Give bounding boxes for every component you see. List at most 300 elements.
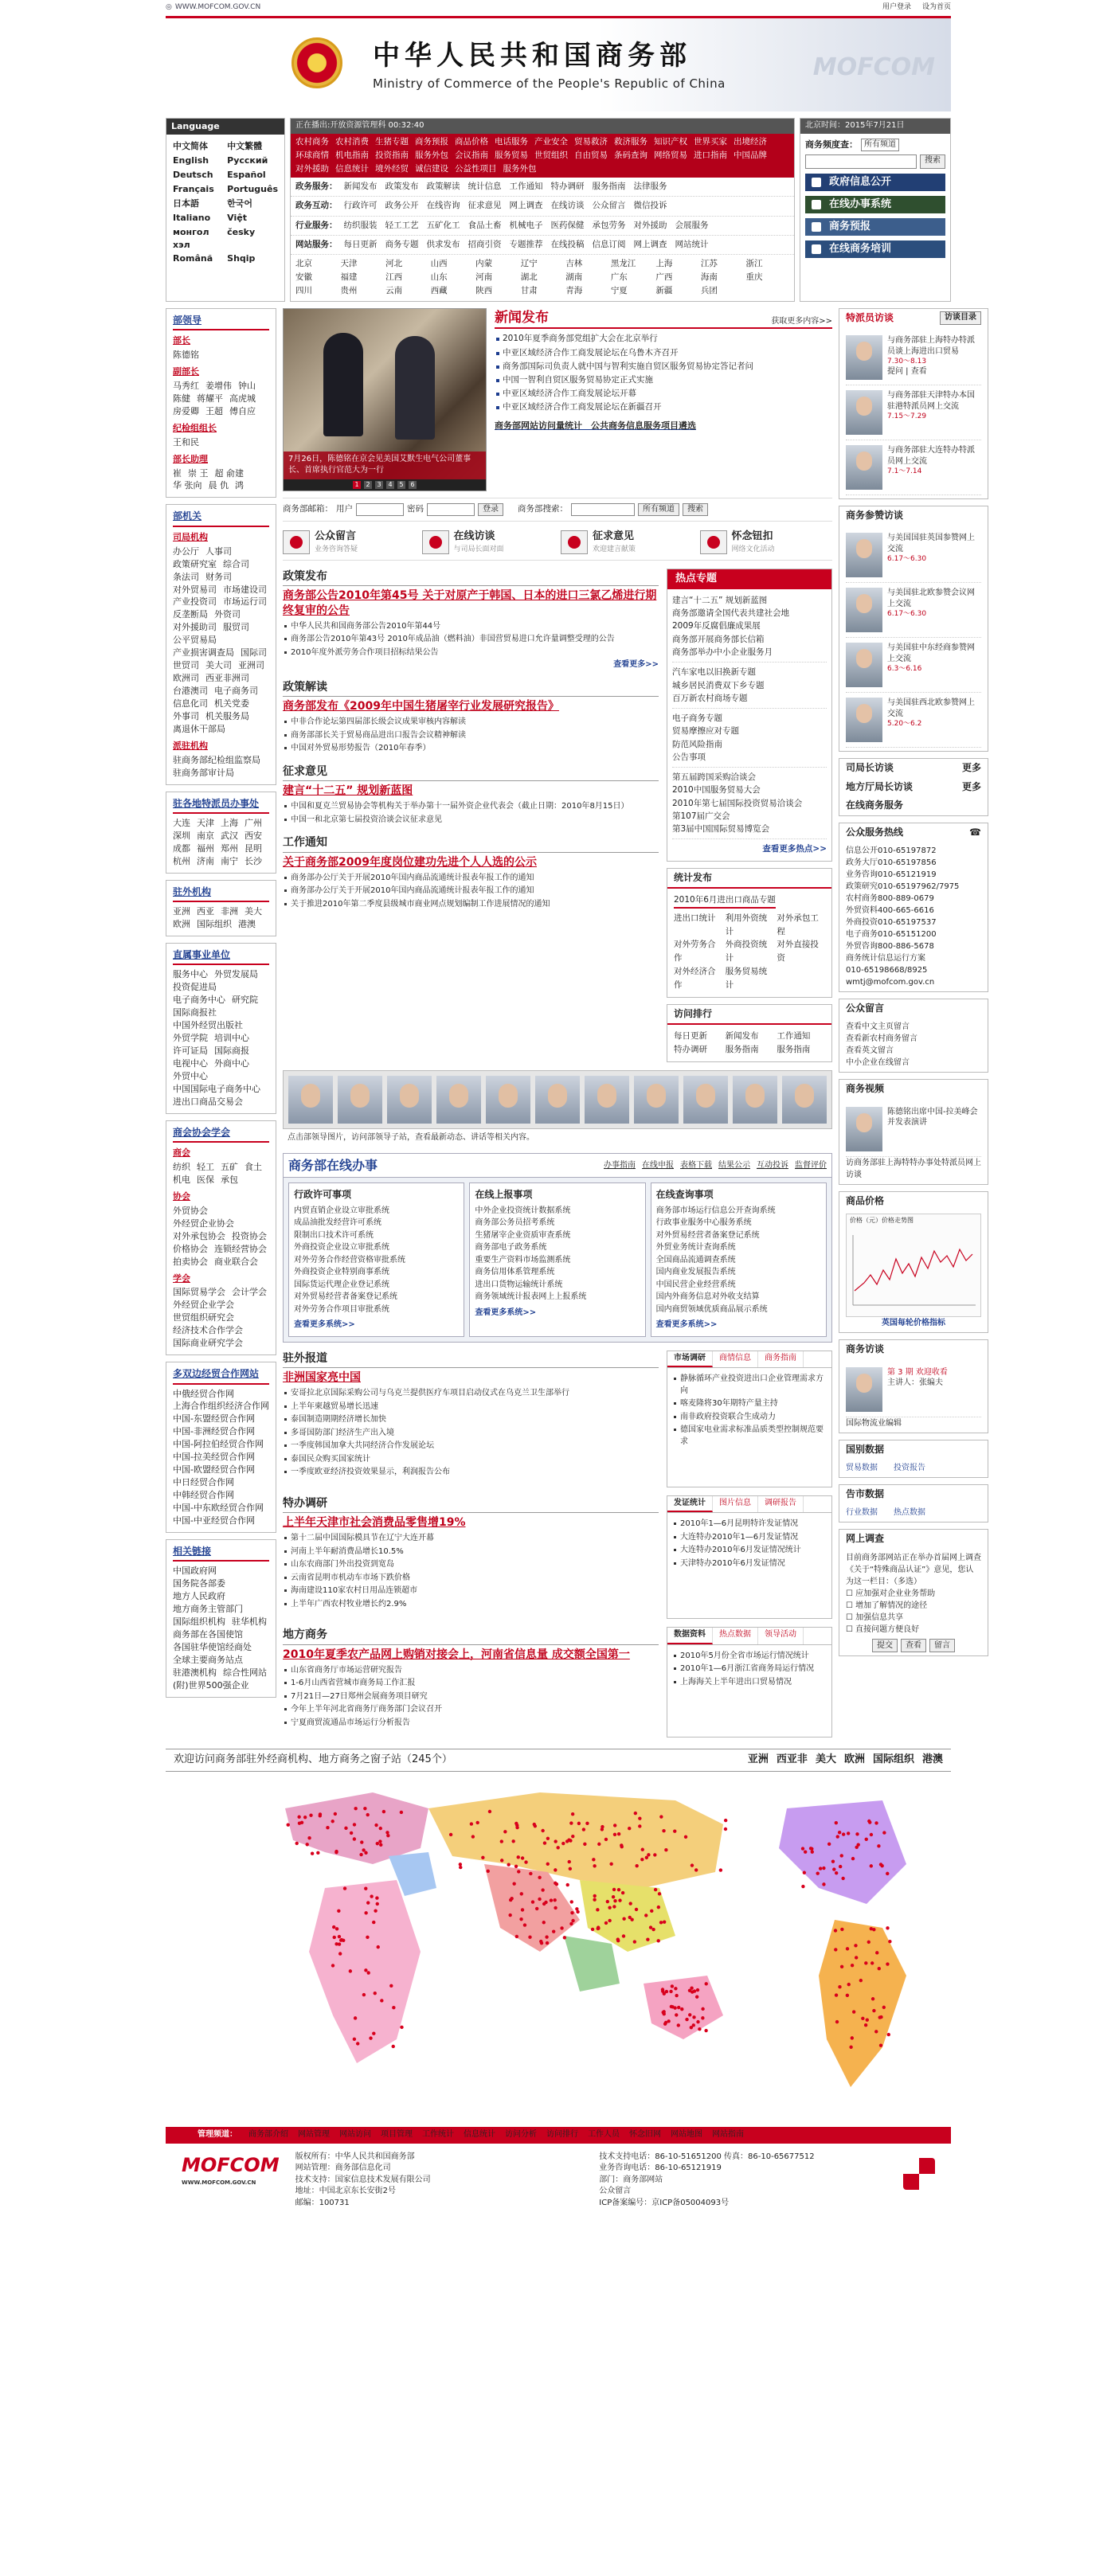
footer-info-line[interactable]: ICP备案编号：京ICP备05004093号: [599, 2198, 730, 2207]
hotline-line[interactable]: 商务统计信息运行方案: [846, 954, 925, 964]
abroad-item[interactable]: 安哥拉北京国际采购公司与乌克兰提供医疗车项目启动仪式在乌克兰卫生部举行: [283, 1387, 659, 1401]
service-link[interactable]: 网上调查: [633, 239, 667, 249]
directs-title[interactable]: 直属事业单位: [173, 948, 269, 965]
office-marker[interactable]: [569, 1922, 573, 1925]
office-marker[interactable]: [515, 1826, 518, 1829]
hot-topic-link[interactable]: 第3届中国国际贸易博览会: [672, 824, 770, 835]
office-marker[interactable]: [597, 1843, 601, 1846]
region-link[interactable]: 欧洲: [843, 1753, 865, 1766]
office-marker[interactable]: [531, 1900, 534, 1903]
multi-link[interactable]: 中国-欧盟经贸合作网: [173, 1464, 255, 1476]
slideshow-page[interactable]: 6: [409, 481, 417, 489]
assoc-link[interactable]: 外贸协会: [173, 1205, 208, 1216]
office-marker[interactable]: [311, 1852, 314, 1855]
province-link[interactable]: 上海: [655, 259, 673, 269]
abroad-item[interactable]: 上半年柬越贸易增长迅速: [283, 1401, 659, 1414]
office-marker[interactable]: [500, 1839, 503, 1843]
office-marker[interactable]: [874, 1821, 878, 1824]
province-link[interactable]: 江苏: [700, 259, 718, 269]
office-marker[interactable]: [816, 1871, 820, 1874]
leader-portrait[interactable]: [585, 1076, 629, 1124]
province-link[interactable]: 西藏: [430, 286, 448, 296]
office-marker[interactable]: [874, 2030, 878, 2033]
footer-info-line[interactable]: 版权所有：中华人民共和国商务部: [295, 2152, 415, 2161]
office-marker[interactable]: [688, 2013, 691, 2016]
office-marker[interactable]: [838, 1831, 841, 1834]
service-link[interactable]: 招商引资: [468, 239, 502, 249]
office-marker[interactable]: [621, 1891, 624, 1894]
province-link[interactable]: 安徽: [295, 272, 312, 283]
office-marker[interactable]: [608, 1906, 611, 1910]
leader-portrait[interactable]: [733, 1076, 777, 1124]
office-marker[interactable]: [596, 1908, 599, 1911]
interview-title[interactable]: 与商务部驻上海特办特派员谈上海进出口贸易: [887, 336, 975, 356]
office-marker[interactable]: [582, 1827, 585, 1831]
directs-link[interactable]: 外商中心: [214, 1057, 249, 1069]
office-marker[interactable]: [835, 1993, 838, 1996]
gov-info-button[interactable]: 政府信息公开: [805, 174, 945, 191]
research-item[interactable]: 山东农商部门外出投资到宽岛: [283, 1558, 659, 1572]
office-marker[interactable]: [533, 1823, 536, 1826]
visit-link[interactable]: 每日更新: [674, 1031, 707, 1042]
assoc-link[interactable]: 国际贸易学会: [173, 1287, 225, 1298]
depts-link[interactable]: 市场运行司: [223, 596, 267, 608]
service-link[interactable]: 信息订阅: [592, 239, 626, 249]
office-marker[interactable]: [554, 1898, 557, 1902]
service-link[interactable]: 在线访谈: [550, 201, 585, 211]
service-link[interactable]: 统计信息: [468, 182, 502, 192]
category-link[interactable]: 救济服务: [614, 136, 647, 147]
office-marker[interactable]: [801, 1847, 804, 1850]
assoc-group-title[interactable]: 商会: [173, 1147, 190, 1159]
language-option[interactable]: Português: [227, 183, 278, 194]
depts-link[interactable]: 产业损害调查局: [173, 647, 234, 659]
survey-option[interactable]: [846, 1612, 981, 1624]
research-item[interactable]: 云南省昆明市机动车市场下跌价格: [283, 1572, 659, 1585]
depts-link[interactable]: 国际司: [241, 647, 267, 659]
online-office-button[interactable]: 在线办事系统: [805, 196, 945, 213]
province-link[interactable]: 海南: [700, 272, 718, 283]
online-system-link[interactable]: 全国商品流通调查系统: [655, 1255, 736, 1265]
survey-submit-button[interactable]: 提交: [872, 1639, 898, 1652]
hotline-line[interactable]: 电子商务010-65151200: [846, 930, 937, 940]
interview-title[interactable]: 与商务部驻天津特办本国驻港特派员网上交流: [887, 391, 975, 411]
online-system-link[interactable]: 中外企业投资统计数据系统: [475, 1206, 571, 1215]
language-option[interactable]: монгол хэл: [173, 226, 209, 250]
office-marker[interactable]: [671, 1984, 674, 1988]
policy-item[interactable]: 2010年度外派劳务合作项目招标结果公告: [283, 647, 659, 660]
category-link[interactable]: 世界买家: [694, 136, 727, 147]
related-title[interactable]: 相关链接: [173, 1545, 269, 1562]
service-link[interactable]: 征求意见: [468, 201, 502, 211]
province-link[interactable]: 贵州: [340, 286, 358, 296]
emb-link[interactable]: 天津: [197, 817, 214, 828]
hot-topic-link[interactable]: 公告事项: [672, 752, 706, 762]
office-marker[interactable]: [378, 1839, 381, 1843]
abroad-item[interactable]: 泰国制造期期经济增长加快: [283, 1413, 659, 1427]
leaders-link[interactable]: 崔: [173, 467, 182, 479]
leaders-link[interactable]: 钟山: [238, 380, 256, 391]
province-link[interactable]: 广东: [610, 272, 628, 283]
related-link[interactable]: 驻港澳机构: [173, 1667, 217, 1678]
leaders-group-title[interactable]: 部长助理: [173, 453, 208, 464]
office-marker[interactable]: [846, 1947, 849, 1950]
office-marker[interactable]: [593, 1898, 596, 1902]
emb-link[interactable]: 西安: [245, 830, 262, 841]
emb-link[interactable]: 深圳: [173, 830, 190, 841]
office-marker[interactable]: [613, 1899, 616, 1902]
online-office-link[interactable]: 互动投诉: [757, 1160, 788, 1170]
office-marker[interactable]: [459, 1866, 462, 1869]
interview-card[interactable]: [846, 583, 981, 638]
foreign-link[interactable]: 港澳: [238, 919, 256, 930]
office-marker[interactable]: [392, 2006, 395, 2009]
office-marker[interactable]: [571, 1812, 574, 1816]
leader-portrait[interactable]: [535, 1076, 580, 1124]
office-marker[interactable]: [867, 1941, 870, 1944]
office-marker[interactable]: [363, 1807, 366, 1810]
online-system-link[interactable]: 国内商贸领域优质商品展示系统: [655, 1304, 768, 1314]
office-marker[interactable]: [604, 1838, 608, 1841]
province-link[interactable]: 兵团: [700, 286, 718, 296]
visit-stats-link[interactable]: 商务部网站访问量统计: [495, 420, 582, 431]
emb-link[interactable]: 南宁: [221, 855, 238, 866]
leaders-title[interactable]: 部领导: [173, 314, 269, 330]
assoc-group-title[interactable]: 协会: [173, 1190, 190, 1202]
depts-link[interactable]: 亚洲司: [238, 660, 264, 671]
stats-link[interactable]: 外商投资统计: [725, 940, 768, 964]
assoc-link[interactable]: 轻工: [197, 1162, 214, 1173]
set-home-link[interactable]: 设为首页: [921, 3, 951, 12]
office-marker[interactable]: [719, 1868, 722, 1871]
office-marker[interactable]: [879, 2044, 882, 2047]
office-marker[interactable]: [364, 1851, 367, 1855]
leader-portrait[interactable]: [782, 1076, 827, 1124]
office-marker[interactable]: [334, 1851, 338, 1854]
local-item[interactable]: 7月21日—27日郑州会展商务项目研究: [283, 1691, 659, 1704]
office-marker[interactable]: [481, 1856, 484, 1859]
category-link[interactable]: 知识产权: [654, 136, 687, 147]
office-marker[interactable]: [508, 1913, 511, 1917]
office-marker[interactable]: [878, 1967, 881, 1970]
office-marker[interactable]: [831, 1860, 835, 1863]
survey-comment-button[interactable]: 留言: [929, 1639, 955, 1652]
office-marker[interactable]: [507, 1863, 510, 1867]
office-marker[interactable]: [319, 1814, 322, 1817]
office-marker[interactable]: [696, 1988, 699, 1992]
office-marker[interactable]: [366, 1971, 370, 1974]
hotline-line[interactable]: 信息公开010-65197872: [846, 846, 937, 856]
depts-link[interactable]: 产业投资司: [173, 596, 217, 608]
province-link[interactable]: 山西: [430, 259, 448, 269]
office-marker[interactable]: [449, 1833, 452, 1836]
public-msg-link[interactable]: 查看新农村商务留言: [846, 1034, 917, 1044]
leaders-group-title[interactable]: 副部长: [173, 365, 199, 377]
province-link[interactable]: 青海: [565, 286, 583, 296]
office-marker[interactable]: [570, 1900, 573, 1903]
office-marker[interactable]: [628, 1827, 631, 1830]
province-link[interactable]: 四川: [295, 286, 312, 296]
office-marker[interactable]: [338, 1942, 341, 1945]
slideshow-page[interactable]: 4: [386, 481, 394, 489]
province-link[interactable]: 山东: [430, 272, 448, 283]
service-link[interactable]: 服务指南: [592, 182, 626, 192]
service-link[interactable]: 公众留言: [592, 201, 626, 211]
news-more-link[interactable]: 获取更多内容>>: [771, 316, 832, 326]
online-office-link[interactable]: 监督评价: [795, 1160, 827, 1170]
office-marker[interactable]: [331, 1820, 334, 1823]
office-marker[interactable]: [333, 1936, 336, 1939]
emb-link[interactable]: 济南: [197, 855, 214, 866]
footer-info-line[interactable]: 网站管理：商务部信息化司: [295, 2164, 391, 2173]
office-marker[interactable]: [307, 1836, 311, 1839]
footer-nav-link[interactable]: 访问分析: [505, 2130, 537, 2140]
office-marker[interactable]: [374, 1824, 378, 1827]
office-marker[interactable]: [609, 1863, 612, 1866]
office-marker[interactable]: [568, 1860, 571, 1863]
office-marker[interactable]: [872, 1928, 875, 1931]
office-marker[interactable]: [868, 1820, 871, 1824]
office-marker[interactable]: [343, 1886, 346, 1890]
hot-more-link[interactable]: 查看更多热点>>: [762, 844, 827, 854]
service-link[interactable]: 纺织服装: [343, 220, 378, 230]
office-marker[interactable]: [375, 1896, 378, 1899]
channel-search-button[interactable]: 搜索: [920, 154, 945, 169]
online-system-link[interactable]: 国内商业发展报告系统: [655, 1268, 736, 1277]
office-marker[interactable]: [511, 1839, 514, 1843]
office-marker[interactable]: [650, 1910, 653, 1913]
footer-nav-link[interactable]: 网站管理: [298, 2130, 330, 2140]
directs-link[interactable]: 电子商务中心: [173, 995, 225, 1006]
office-marker[interactable]: [847, 1831, 850, 1835]
office-marker[interactable]: [517, 1870, 520, 1873]
service-link[interactable]: 网上调查: [509, 201, 543, 211]
office-marker[interactable]: [577, 1822, 581, 1825]
office-marker[interactable]: [300, 1821, 303, 1824]
office-marker[interactable]: [354, 2016, 357, 2019]
site-search-button[interactable]: 搜索: [683, 503, 708, 517]
language-option[interactable]: Italiano: [173, 212, 211, 223]
leaders-link[interactable]: 陈健: [173, 393, 190, 404]
office-marker[interactable]: [875, 1951, 878, 1954]
category-link[interactable]: 网络贸易: [654, 150, 687, 160]
leader-portrait[interactable]: [338, 1076, 382, 1124]
depts-link[interactable]: 办公厅: [173, 545, 199, 557]
depts-link[interactable]: 机关党委: [214, 698, 249, 709]
leaders-link[interactable]: 超 俞建: [214, 467, 244, 479]
depts-link[interactable]: 信息化司: [173, 698, 208, 709]
research-item[interactable]: 上半年广西农村牧业增长约2.9%: [283, 1598, 659, 1612]
office-marker[interactable]: [822, 1882, 825, 1886]
interview-title[interactable]: 与美国驻中东经商参赞网上交流: [887, 643, 975, 663]
assoc-link[interactable]: 纺织: [173, 1162, 190, 1173]
office-marker[interactable]: [555, 1882, 558, 1886]
office-marker[interactable]: [633, 1940, 636, 1943]
office-marker[interactable]: [663, 1920, 666, 1923]
category-link[interactable]: 会议指南: [455, 150, 488, 160]
province-link[interactable]: 河南: [475, 272, 493, 283]
foreign-link[interactable]: 西亚: [197, 906, 214, 917]
category-link[interactable]: 服务贸易: [495, 150, 528, 160]
office-marker[interactable]: [366, 1901, 370, 1904]
tab[interactable]: 热点数据: [713, 1628, 758, 1644]
office-marker[interactable]: [554, 1868, 557, 1871]
leader-portrait[interactable]: [387, 1076, 432, 1124]
province-link[interactable]: 黑龙江: [610, 259, 636, 269]
emb-link[interactable]: 大连: [173, 817, 190, 828]
office-marker[interactable]: [835, 1821, 838, 1824]
footer-info-line[interactable]: 邮编：100731: [295, 2198, 350, 2207]
office-marker[interactable]: [344, 1827, 347, 1830]
online-system-link[interactable]: 国内外商务信息对外收支结算: [655, 1292, 760, 1302]
leaders-link[interactable]: 傅自应: [229, 405, 256, 416]
office-marker[interactable]: [669, 1990, 672, 1993]
online-system-link[interactable]: 外商投资企业特别商事系统: [294, 1268, 389, 1277]
office-marker[interactable]: [359, 1853, 362, 1856]
checkbox-icon[interactable]: ☐: [846, 1589, 856, 1598]
online-system-link[interactable]: 商务部市场运行信息公开查询系统: [655, 1206, 776, 1215]
directs-link[interactable]: 电视中心: [173, 1057, 208, 1069]
office-marker[interactable]: [583, 1843, 586, 1846]
office-marker[interactable]: [842, 1832, 845, 1835]
hotline-line[interactable]: 政策研究010-65197962/7975: [846, 882, 960, 892]
hot-topic-link[interactable]: 汽车家电以旧换新专题: [672, 667, 756, 678]
office-marker[interactable]: [865, 1838, 868, 1841]
province-link[interactable]: 湖北: [520, 272, 538, 283]
footer-nav-link[interactable]: 项目管理: [381, 2130, 413, 2140]
office-marker[interactable]: [370, 1894, 373, 1898]
office-marker[interactable]: [673, 1830, 676, 1833]
office-marker[interactable]: [705, 1982, 708, 1985]
assoc-link[interactable]: 机电: [173, 1174, 190, 1185]
related-link[interactable]: 地方人民政府: [173, 1591, 225, 1602]
office-marker[interactable]: [524, 1860, 527, 1863]
office-marker[interactable]: [593, 1894, 597, 1898]
office-marker[interactable]: [664, 1848, 667, 1851]
office-marker[interactable]: [326, 1826, 329, 1829]
related-link[interactable]: 中国政府网: [173, 1566, 217, 1577]
office-marker[interactable]: [385, 1831, 389, 1834]
tab-list-item[interactable]: 2010年5月份全省市场运行情况统计: [672, 1650, 827, 1663]
office-marker[interactable]: [488, 1810, 491, 1813]
office-marker[interactable]: [847, 1983, 851, 1986]
office-marker[interactable]: [617, 1832, 620, 1835]
news-item[interactable]: 商务部国际司负责人就中国与智利实施自贸区服务贸易协定答记者问: [495, 360, 832, 373]
office-marker[interactable]: [592, 1858, 595, 1861]
office-marker[interactable]: [834, 1929, 837, 1932]
category-link[interactable]: 贸易救济: [574, 136, 608, 147]
office-marker[interactable]: [550, 1898, 553, 1902]
office-marker[interactable]: [540, 1941, 543, 1945]
online-system-link[interactable]: 商务部公务员招考系统: [475, 1218, 555, 1228]
category-link[interactable]: 服务外包: [415, 150, 448, 160]
footer-nav-link[interactable]: 工作人员: [588, 2130, 620, 2140]
online-office-link[interactable]: 表格下载: [680, 1160, 712, 1170]
tab-list-item[interactable]: 南非政府投资联合生成动力: [672, 1411, 827, 1425]
abroad-item[interactable]: 一季度欧亚经济投资效果显示，利润报告公布: [283, 1466, 659, 1480]
office-marker[interactable]: [565, 1839, 569, 1843]
stats-link[interactable]: 对外经济合作: [674, 967, 716, 990]
office-marker[interactable]: [685, 2018, 688, 2021]
office-marker[interactable]: [622, 1934, 625, 1937]
office-marker[interactable]: [664, 2021, 667, 2024]
office-marker[interactable]: [661, 1988, 664, 1991]
office-marker[interactable]: [647, 1853, 650, 1856]
province-link[interactable]: 北京: [295, 259, 312, 269]
office-marker[interactable]: [369, 2036, 372, 2039]
depts-group-title[interactable]: 司局机构: [173, 531, 208, 542]
service-link[interactable]: 承包劳务: [592, 220, 626, 230]
public-msg-link[interactable]: 查看英文留言: [846, 1046, 894, 1056]
opinion-headline[interactable]: 建言“十二五” 规划新蓝图: [283, 784, 413, 798]
quick-link[interactable]: [561, 530, 694, 555]
province-link[interactable]: 河北: [385, 259, 403, 269]
user-input[interactable]: [356, 503, 404, 516]
stats-link[interactable]: 对外承包工程: [777, 913, 819, 936]
tab-list-item[interactable]: 大连特办2010年1—6月发证情况: [672, 1531, 827, 1545]
depts-link[interactable]: 反垄断局: [173, 609, 208, 620]
leaders-group-title[interactable]: 纪检组组长: [173, 422, 217, 433]
office-marker[interactable]: [657, 1906, 660, 1909]
office-marker[interactable]: [701, 2007, 704, 2011]
interview-link[interactable]: 地方厅局长访谈: [846, 780, 914, 792]
office-marker[interactable]: [809, 1847, 812, 1850]
office-marker[interactable]: [704, 2029, 707, 2032]
office-marker[interactable]: [677, 2006, 680, 2009]
province-link[interactable]: 甘肃: [520, 286, 538, 296]
leaders-link[interactable]: 崇 王: [188, 467, 209, 479]
language-option[interactable]: Română: [173, 253, 213, 264]
office-marker[interactable]: [886, 1872, 889, 1875]
leaders-link[interactable]: 蒋耀平: [197, 393, 223, 404]
office-marker[interactable]: [617, 1888, 620, 1891]
office-marker[interactable]: [305, 1843, 308, 1846]
category-link[interactable]: 出境经济: [734, 136, 767, 147]
office-marker[interactable]: [366, 1936, 369, 1939]
depts-link[interactable]: 离退休干部局: [173, 723, 225, 734]
assoc-link[interactable]: 五矿: [221, 1162, 238, 1173]
channel-search-input[interactable]: [805, 154, 917, 169]
service-link[interactable]: 机械电子: [509, 220, 543, 230]
office-marker[interactable]: [571, 1835, 574, 1838]
category-link[interactable]: 投资指南: [375, 150, 409, 160]
assoc-link[interactable]: 拍卖协会: [173, 1256, 208, 1267]
province-link[interactable]: 宁夏: [610, 286, 628, 296]
assoc-link[interactable]: 会计学会: [232, 1287, 267, 1298]
office-marker[interactable]: [376, 1902, 379, 1906]
office-marker[interactable]: [400, 1811, 403, 1814]
office-marker[interactable]: [389, 1984, 393, 1988]
office-marker[interactable]: [512, 1882, 515, 1886]
service-link[interactable]: 工作通知: [509, 182, 543, 192]
province-link[interactable]: 新疆: [655, 286, 673, 296]
office-marker[interactable]: [503, 1830, 507, 1833]
province-link[interactable]: 云南: [385, 286, 403, 296]
directs-link[interactable]: 进出口商品交易会: [173, 1096, 243, 1107]
office-marker[interactable]: [886, 1926, 889, 1929]
service-link[interactable]: 对外援助: [633, 220, 667, 230]
nation-invest-link[interactable]: 投资报告: [894, 1463, 925, 1472]
office-marker[interactable]: [316, 1851, 319, 1855]
office-marker[interactable]: [870, 1864, 873, 1867]
depts-link[interactable]: 世贸司: [173, 660, 199, 671]
office-marker[interactable]: [475, 1821, 479, 1824]
online-system-link[interactable]: 行政事业服务中心服务系统: [655, 1218, 752, 1228]
interview-actions[interactable]: 提问 | 查看: [887, 367, 927, 377]
assoc-link[interactable]: 承包: [221, 1174, 238, 1185]
depts-link[interactable]: 条法司: [173, 571, 199, 582]
office-marker[interactable]: [334, 1812, 337, 1816]
